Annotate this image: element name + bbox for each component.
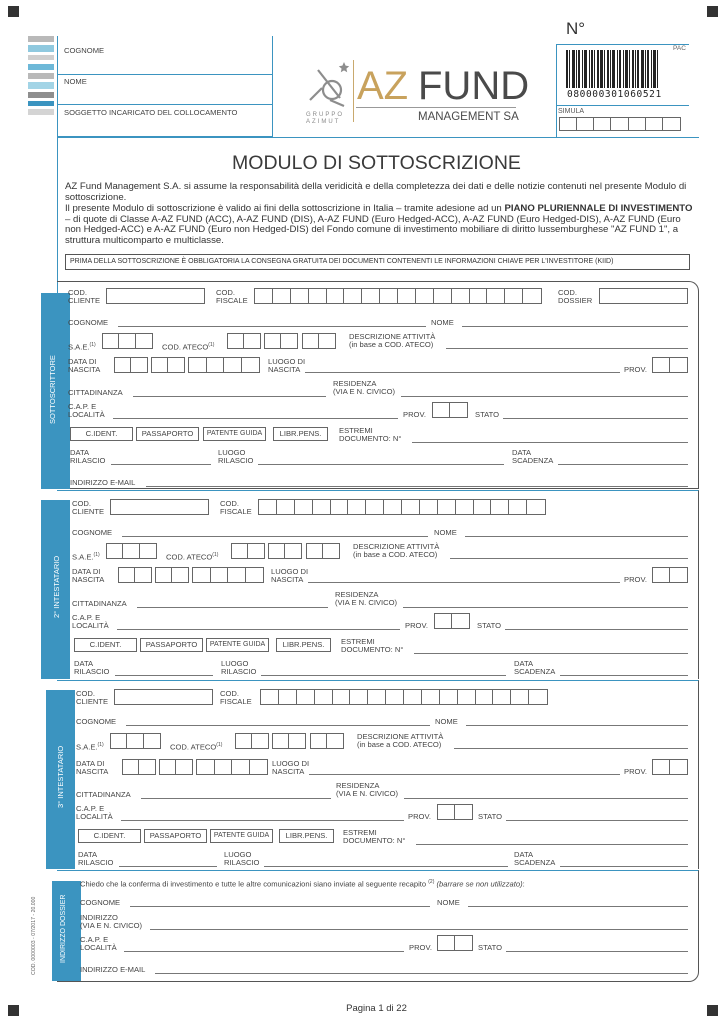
cod-cliente-label: COD.	[68, 288, 87, 297]
indirizzo-field[interactable]	[150, 929, 688, 930]
sae-2-label: S.A.E.$^{(1)}$	[72, 552, 100, 562]
ateco-2-cells-1[interactable]	[231, 543, 265, 559]
cognome-4-field[interactable]	[130, 906, 430, 907]
librpens-3-option[interactable]: LIBR.PENS.	[279, 829, 334, 843]
luogo-rilascio-field[interactable]	[258, 464, 504, 465]
localita-2-field[interactable]	[117, 629, 400, 630]
luogo-nascita-2-field[interactable]	[308, 582, 620, 583]
descr-2-label: DESCRIZIONE ATTIVITÀ	[353, 542, 440, 551]
birth-day-cells[interactable]	[114, 357, 148, 373]
header-divider	[272, 36, 273, 137]
section-label-sottoscrittore: SOTTOSCRITTORE	[48, 355, 57, 424]
data-scadenza-2-label-2: SCADENZA	[514, 667, 556, 676]
luogo-rilascio-3-label-2: RILASCIO	[224, 858, 260, 867]
luogo-rilascio-2-label-2: RILASCIO	[221, 667, 257, 676]
descr-3-label-2: (in base a COD. ATECO)	[357, 740, 442, 749]
prov-res-cells[interactable]	[432, 402, 468, 418]
cod-dossier-label-2: DOSSIER	[558, 296, 593, 305]
email-label: INDIRIZZO E-MAIL	[70, 478, 136, 487]
data-rilascio-3-label-2: RILASCIO	[78, 858, 114, 867]
stato-3-field[interactable]	[506, 820, 688, 821]
luogo-nascita-2-label-2: NASCITA	[271, 575, 304, 584]
birth-year-cells[interactable]	[188, 357, 260, 373]
data-nascita-2-label-2: NASCITA	[72, 575, 105, 584]
sae-label: S.A.E.$^{(1)}$	[68, 342, 96, 352]
dossier-note: Chiedo che la conferma di investimento e tutte le altre comunicazioni siano inviate al seguente recapito $^{(2)}$ (barrare se non utilizzato):	[80, 879, 525, 889]
cittadinanza-label: CITTADINANZA	[68, 388, 123, 397]
cognome-field[interactable]	[118, 326, 426, 327]
localita-3-field[interactable]	[121, 820, 404, 821]
birth-month-3-cells[interactable]	[159, 759, 193, 775]
birth-month-cells[interactable]	[151, 357, 185, 373]
estremi-3-label-2: DOCUMENTO: N°	[343, 836, 406, 845]
documento-3-field[interactable]	[416, 844, 688, 845]
cod-cliente-2-field[interactable]	[110, 499, 209, 515]
ateco-cells-2[interactable]	[264, 333, 298, 349]
luogo-nascita-field[interactable]	[305, 372, 620, 373]
prov-res-3-cells[interactable]	[437, 804, 473, 820]
page-number: Pagina 1 di 22	[346, 1003, 407, 1014]
stato-4-label: STATO	[478, 943, 503, 952]
cittadinanza-3-field[interactable]	[141, 798, 331, 799]
ateco-2-cells-3[interactable]	[306, 543, 340, 559]
stato-label: STATO	[475, 410, 500, 419]
documento-2-field[interactable]	[414, 653, 688, 654]
prov-res-label: PROV.	[403, 410, 426, 419]
luogo-nascita-3-label: LUOGO DI	[272, 759, 310, 768]
cod-cliente-label-2: CLIENTE	[68, 296, 101, 305]
cittadinanza-field[interactable]	[133, 396, 326, 397]
birth-month-2-cells[interactable]	[155, 567, 189, 583]
nome-4-label: NOME	[437, 898, 460, 907]
ateco-3-label: COD. ATECO$^{(1)}$	[170, 742, 223, 752]
ateco-2-label: COD. ATECO$^{(1)}$	[166, 552, 219, 562]
cap-label-2: LOCALITÀ	[68, 410, 105, 419]
ateco-cells-1[interactable]	[227, 333, 261, 349]
logo-azimut: AZIMUT	[306, 119, 341, 125]
cap-2-label: C.A.P. E	[72, 613, 101, 622]
section-sottoscrittore	[57, 281, 699, 489]
gruppo-azimut-logo	[304, 60, 356, 114]
page-title: MODULO DI SOTTOSCRIZIONE	[232, 152, 521, 174]
data-nascita-label: DATA DI	[68, 357, 97, 366]
nome-label: NOME	[431, 318, 454, 327]
telescope-icon	[304, 60, 356, 114]
data-rilascio-2-label-2: RILASCIO	[74, 667, 110, 676]
email-4-field[interactable]	[155, 973, 688, 974]
stato-4-field[interactable]	[506, 951, 688, 952]
descr-field[interactable]	[446, 348, 688, 349]
data-scadenza-3-label-2: SCADENZA	[514, 858, 556, 867]
ateco-cells-3[interactable]	[302, 333, 336, 349]
data-scadenza-3-label: DATA	[514, 850, 534, 859]
luogo-rilascio-2-field[interactable]	[261, 675, 506, 676]
cittadinanza-2-field[interactable]	[137, 607, 328, 608]
residenza-2-field[interactable]	[403, 607, 688, 608]
stato-2-field[interactable]	[505, 629, 688, 630]
prov-2-cells[interactable]	[652, 567, 688, 583]
nome-2-label: NOME	[434, 528, 457, 537]
birth-day-2-cells[interactable]	[118, 567, 152, 583]
cod-fiscale-cells[interactable]	[254, 288, 542, 304]
sae-cells[interactable]	[102, 333, 153, 349]
estremi-2-label-2: DOCUMENTO: N°	[341, 645, 404, 654]
data-scadenza-2-label: DATA	[514, 659, 534, 668]
birth-day-3-cells[interactable]	[122, 759, 156, 775]
data-rilascio-3-label: DATA	[78, 850, 98, 859]
residenza-3-label: RESIDENZA	[336, 781, 380, 790]
section-label-2: 2° INTESTATARIO	[52, 555, 61, 618]
side-code: COD. 0000003 - 07/2017 - 20.000	[31, 896, 37, 975]
barcode	[566, 50, 670, 88]
descr-label-2: (in base a COD. ATECO)	[349, 340, 434, 349]
barcode-divider	[557, 105, 689, 106]
cod-cliente-2-label: COD.	[72, 499, 91, 508]
nome-2-field[interactable]	[465, 536, 688, 537]
kiid-notice: PRIMA DELLA SOTTOSCRIZIONE È OBBLIGATORIA LA CONSEGNA GRATUITA DEI DOCUMENTI CONTENENTI LE INFORMAZIONI CHIAVE PER L'INVESTITORE (KIID)	[65, 254, 690, 270]
data-rilascio-label-2: RILASCIO	[70, 456, 106, 465]
luogo-nascita-3-label-2: NASCITA	[272, 767, 305, 776]
documento-field[interactable]	[412, 442, 688, 443]
descr-3-label: DESCRIZIONE ATTIVITÀ	[357, 732, 444, 741]
data-rilascio-2-label: DATA	[74, 659, 94, 668]
stato-2-label: STATO	[477, 621, 502, 630]
cap-4-label-2: LOCALITÀ	[80, 943, 117, 952]
patente-2-option[interactable]: PATENTE GUIDA	[206, 638, 269, 652]
cod-cliente-3-label-2: CLIENTE	[76, 697, 109, 706]
patente-3-option[interactable]: PATENTE GUIDA	[210, 829, 273, 843]
residenza-field[interactable]	[401, 396, 688, 397]
passaporto-option[interactable]: PASSAPORTO	[136, 427, 199, 441]
data-rilascio-2-field[interactable]	[115, 675, 213, 676]
luogo-nascita-label: LUOGO DI	[268, 357, 306, 366]
section-label-4: INDIRIZZO DOSSIER	[60, 894, 67, 963]
cod-dossier-field[interactable]	[599, 288, 688, 304]
nome-header-label: NOME	[64, 77, 87, 86]
stato-field[interactable]	[503, 418, 688, 419]
data-scadenza-3-field[interactable]	[560, 866, 688, 867]
data-nascita-3-label: DATA DI	[76, 759, 105, 768]
birth-year-2-cells[interactable]	[192, 567, 264, 583]
cap-3-label-2: LOCALITÀ	[76, 812, 113, 821]
prov-4-cells[interactable]	[437, 935, 473, 951]
prov-2-label: PROV.	[624, 575, 647, 584]
cod-fiscale-3-label-2: FISCALE	[220, 697, 252, 706]
luogo-rilascio-3-label: LUOGO	[224, 850, 252, 859]
luogo-nascita-label-2: NASCITA	[268, 365, 301, 374]
cod-cliente-2-label-2: CLIENTE	[72, 507, 105, 516]
estremi-label-2: DOCUMENTO: N°	[339, 434, 402, 443]
descr-2-field[interactable]	[450, 558, 688, 559]
prov-3-label: PROV.	[624, 767, 647, 776]
prov-4-label: PROV.	[409, 943, 432, 952]
librpens-option[interactable]: LIBR.PENS.	[273, 427, 328, 441]
prov-label: PROV.	[624, 365, 647, 374]
email-4-label: INDIRIZZO E-MAIL	[80, 965, 146, 974]
librpens-2-option[interactable]: LIBR.PENS.	[276, 638, 331, 652]
descr-3-field[interactable]	[454, 748, 688, 749]
prov-res-2-cells[interactable]	[434, 613, 470, 629]
prov-res-3-label: PROV.	[408, 812, 431, 821]
patente-option[interactable]: PATENTE GUIDA	[203, 427, 266, 441]
ateco-label: COD. ATECO$^{(1)}$	[162, 342, 215, 352]
cident-option[interactable]: C.IDENT.	[70, 427, 133, 441]
cognome-2-field[interactable]	[122, 536, 428, 537]
prov-res-2-label: PROV.	[405, 621, 428, 630]
email-field[interactable]	[146, 486, 688, 487]
indirizzo-label-2: (VIA E N. CIVICO)	[80, 921, 143, 930]
barcode-number: 080000301060521	[567, 89, 662, 100]
prov-cells[interactable]	[652, 357, 688, 373]
passaporto-2-option[interactable]: PASSAPORTO	[140, 638, 203, 652]
data-scadenza-label-2: SCADENZA	[512, 456, 554, 465]
ateco-3-cells-3[interactable]	[310, 733, 344, 749]
pac-label: PAC	[673, 45, 686, 52]
estremi-2-label: ESTREMI	[341, 637, 375, 646]
descr-2-label-2: (in base a COD. ATECO)	[353, 550, 438, 559]
data-rilascio-field[interactable]	[111, 464, 211, 465]
sae-3-label: S.A.E.$^{(1)}$	[76, 742, 104, 752]
section-label-3: 3° INTESTATARIO	[56, 745, 65, 808]
cod-fiscale-3-label: COD.	[220, 689, 239, 698]
logo-divider	[353, 60, 354, 122]
nome-field[interactable]	[462, 326, 688, 327]
cap-2-label-2: LOCALITÀ	[72, 621, 109, 630]
logo-management: MANAGEMENT SA	[418, 111, 519, 123]
intro-paragraph-2: Il presente Modulo di sottoscrizione è valido ai fini della sottoscrizione in Italia – tramite adesione ad un PIANO PLURIENNALE DI INVESTIMENTO – di quote di Classe A-AZ FUND (ACC), A-AZ FUND (DIS), A-AZ FUND (Euro Hedged-ACC), A-AZ FUND (Euro Hedged-DIS), A-AZ FUND (Euro non Hedged-ACC) e A-AZ FUND (Euro non Hedged-DIS) del Fondo comune di investimento mobiliare di diritto lussemburghese "AZ FUND 1", a struttura multicomparto e multiclasse.	[65, 203, 693, 246]
stato-3-label: STATO	[478, 812, 503, 821]
estremi-3-label: ESTREMI	[343, 828, 377, 837]
ateco-2-cells-2[interactable]	[268, 543, 302, 559]
cognome-2-label: COGNOME	[72, 528, 113, 537]
residenza-3-label-2: (VIA E N. CIVICO)	[336, 789, 399, 798]
residenza-label-2: (VIA E N. CIVICO)	[333, 387, 396, 396]
header-rule	[57, 137, 699, 138]
cittadinanza-3-label: CITTADINANZA	[76, 790, 131, 799]
residenza-2-label: RESIDENZA	[335, 590, 379, 599]
luogo-nascita-2-label: LUOGO DI	[271, 567, 309, 576]
cod-fiscale-label-2: FISCALE	[216, 296, 248, 305]
luogo-rilascio-3-field[interactable]	[264, 866, 508, 867]
prov-3-cells[interactable]	[652, 759, 688, 775]
cap-3-label: C.A.P. E	[76, 804, 105, 813]
birth-year-3-cells[interactable]	[196, 759, 268, 775]
ateco-3-cells-1[interactable]	[235, 733, 269, 749]
cident-3-option[interactable]: C.IDENT.	[78, 829, 141, 843]
cod-cliente-field[interactable]	[106, 288, 205, 304]
cognome-3-field[interactable]	[126, 725, 430, 726]
simula-cells[interactable]	[559, 117, 681, 131]
cognome-label: COGNOME	[68, 318, 109, 327]
luogo-rilascio-2-label: LUOGO	[221, 659, 249, 668]
cod-fiscale-2-label: COD.	[220, 499, 239, 508]
cap-label: C.A.P. E	[68, 402, 97, 411]
ateco-3-cells-2[interactable]	[272, 733, 306, 749]
cod-fiscale-2-label-2: FISCALE	[220, 507, 252, 516]
cognome-3-label: COGNOME	[76, 717, 117, 726]
cognome-4-label: COGNOME	[80, 898, 121, 907]
descr-label: DESCRIZIONE ATTIVITÀ	[349, 332, 436, 341]
localita-field[interactable]	[113, 418, 398, 419]
nome-3-field[interactable]	[466, 725, 688, 726]
crop-mark	[707, 6, 718, 17]
nome-header-field[interactable]	[57, 104, 272, 105]
data-scadenza-label: DATA	[512, 448, 532, 457]
cod-fiscale-label: COD.	[216, 288, 235, 297]
logo-rule	[356, 107, 516, 108]
logo-az: AZ	[357, 64, 409, 108]
cap-4-label: C.A.P. E	[80, 935, 109, 944]
sae-2-cells[interactable]	[106, 543, 157, 559]
indirizzo-label: INDIRIZZO	[80, 913, 118, 922]
logo-fund: FUND	[418, 64, 530, 108]
residenza-3-field[interactable]	[404, 798, 688, 799]
data-scadenza-field[interactable]	[558, 464, 688, 465]
logo-gruppo: GRUPPO	[306, 112, 345, 118]
cident-2-option[interactable]: C.IDENT.	[74, 638, 137, 652]
cittadinanza-2-label: CITTADINANZA	[72, 599, 127, 608]
cod-cliente-3-field[interactable]	[114, 689, 213, 705]
passaporto-3-option[interactable]: PASSAPORTO	[144, 829, 207, 843]
luogo-rilascio-label-2: RILASCIO	[218, 456, 254, 465]
nome-4-field[interactable]	[468, 906, 688, 907]
estremi-label: ESTREMI	[339, 426, 373, 435]
data-nascita-3-label-2: NASCITA	[76, 767, 109, 776]
intro-paragraph-1: AZ Fund Management S.A. si assume la responsabilità della veridicità e della completezza dei dati e delle notizie contenuti nel presente Modulo di sottoscrizione.	[65, 181, 687, 203]
cod-dossier-label: COD.	[558, 288, 577, 297]
luogo-rilascio-label: LUOGO	[218, 448, 246, 457]
simula-label: SIMULA	[558, 108, 585, 115]
cod-cliente-3-label: COD.	[76, 689, 95, 698]
residenza-label: RESIDENZA	[333, 379, 377, 388]
luogo-nascita-3-field[interactable]	[309, 774, 620, 775]
cognome-header-field[interactable]	[57, 74, 272, 75]
cod-fiscale-3-cells[interactable]	[260, 689, 548, 705]
sae-3-cells[interactable]	[110, 733, 161, 749]
data-rilascio-label: DATA	[70, 448, 90, 457]
cod-fiscale-2-cells[interactable]	[258, 499, 546, 515]
data-scadenza-2-field[interactable]	[560, 675, 688, 676]
residenza-2-label-2: (VIA E N. CIVICO)	[335, 598, 398, 607]
soggetto-label: SOGGETTO INCARICATO DEL COLLOCAMENTO	[64, 108, 238, 117]
localita-4-field[interactable]	[124, 951, 404, 952]
data-rilascio-3-field[interactable]	[119, 866, 217, 867]
data-nascita-label-2: NASCITA	[68, 365, 101, 374]
crop-mark	[8, 6, 19, 17]
data-nascita-2-label: DATA DI	[72, 567, 101, 576]
cognome-header-label: COGNOME	[64, 46, 105, 55]
color-stripes	[28, 36, 54, 115]
nome-3-label: NOME	[435, 717, 458, 726]
number-label: N°	[566, 19, 586, 38]
